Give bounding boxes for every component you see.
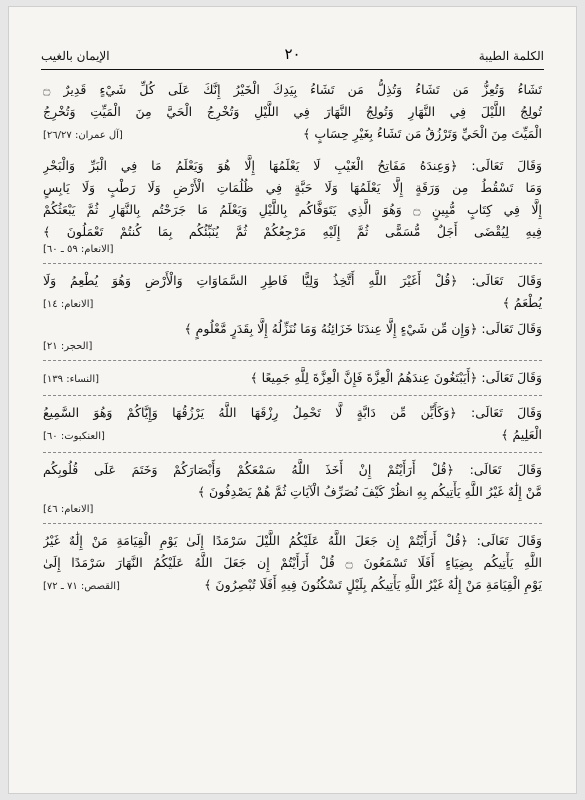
verse-reference: [الانعام: ٤٦] — [43, 504, 94, 515]
verse-line: يُطْعَمُ ﴾ — [502, 295, 542, 310]
verse-block-al-imran — [43, 79, 542, 145]
page-number: ٢٠ — [284, 45, 301, 63]
verse-line: إِلَّا فِي كِتَابٍ مُّبِينٍ ۝ وَهُوَ الَّذِي يَتَوَفَّاكُم بِاللَّيْلِ وَيَعْلَمُ مَا جَرَحْتُم بِالنَّهَارِ ثُمَّ يَبْعَثُكُمْ — [43, 202, 542, 217]
verse-line: فِيهِ لِيُقْضَى أَجَلٌ مُّسَمًّى ثُمَّ إِلَيْهِ مَرْجِعُكُمْ ثُمَّ يُنَبِّئُكُم بِمَا كُنتُمْ تَعْمَلُونَ ﴾ — [43, 224, 542, 239]
verse-line: وَقَالَ تَعَالَى: ﴿وَإِن مِّن شَيْءٍ إِلَّا عِندَنَا خَزَائِنُهُ وَمَا نُنَزِّلُهُ إِلَّا بِقَدَرٍ مَّعْلُومٍ ﴾ — [184, 321, 542, 336]
verse-line: وَقَالَ تَعَالَى: ﴿قُلْ أَغَيْرَ اللَّهِ أَتَّخِذُ وَلِيًّا فَاطِرِ السَّمَاوَاتِ وَالْأَرْضِ وَهُوَ يُطْعِمُ وَلَا — [43, 273, 542, 288]
verse-reference: [الحجر: ٢١] — [43, 341, 93, 352]
book-title: الكلمة الطيبة — [478, 49, 544, 63]
verse-line: وَقَالَ تَعَالَى: ﴿وَعِندَهُ مَفَاتِحُ الْغَيْبِ لَا يَعْلَمُهَا إِلَّا هُوَ وَيَعْلَمُ مَا فِي الْبَرِّ وَالْبَحْرِ — [43, 158, 542, 173]
chapter-title: الإيمان بالغيب — [41, 49, 110, 63]
verse-line: وَقَالَ تَعَالَى: ﴿قُلْ أَرَأَيْتُمْ إِن جَعَلَ اللَّهُ عَلَيْكُمُ اللَّيْلَ سَرْمَدًا إِلَىٰ يَوْمِ الْقِيَامَةِ مَنْ إِلَٰهٌ غَيْرُ — [43, 533, 542, 548]
verse-block-ankabut — [43, 402, 542, 446]
section-divider — [43, 263, 542, 264]
verse-line: الْمَيِّتَ مِنَ الْحَيِّ وَتَرْزُقُ مَن تَشَاءُ بِغَيْرِ حِسَابٍ ﴾ — [303, 126, 542, 141]
verse-reference: [الانعام: ٥٩ ـ ٦٠] — [43, 244, 114, 255]
verse-block-qasas — [43, 530, 542, 596]
section-divider — [43, 523, 542, 524]
verse-block-nisa — [43, 367, 542, 389]
verse-line: وَقَالَ تَعَالَى: ﴿قُلْ أَرَأَيْتُمْ إِنْ أَخَذَ اللَّهُ سَمْعَكُمْ وَأَبْصَارَكُمْ وَخَتَمَ عَلَى قُلُوبِكُم — [43, 462, 542, 477]
verse-line: وَمَا تَسْقُطُ مِن وَرَقَةٍ إِلَّا يَعْلَمُهَا وَلَا حَبَّةٍ فِي ظُلُمَاتِ الْأَرْضِ وَلَا رَطْبٍ وَلَا يَابِسٍ — [43, 180, 542, 195]
verse-reference: [الانعام: ١٤] — [43, 299, 94, 310]
verse-reference: [العنكبوت: ٦٠] — [43, 431, 105, 442]
section-divider — [43, 395, 542, 396]
verse-reference: [القصص: ٧١ ـ ٧٢] — [43, 581, 120, 592]
verse-line: اللَّهِ يَأْتِيكُم بِضِيَاءٍ أَفَلَا تَسْمَعُونَ ۝ قُلْ أَرَأَيْتُمْ إِن جَعَلَ اللَّهُ عَلَيْكُمُ النَّهَارَ سَرْمَدًا إِلَىٰ — [43, 555, 542, 570]
verse-reference: [آل عمران: ٢٦/٢٧] — [43, 130, 123, 141]
verse-line: وَقَالَ تَعَالَى: ﴿أَيَبْتَغُونَ عِندَهُمُ الْعِزَّةَ فَإِنَّ الْعِزَّةَ لِلَّهِ جَمِيعًا ﴾ — [250, 370, 542, 385]
page-header — [41, 43, 544, 70]
verse-reference: [النساء: ١٣٩] — [43, 374, 99, 385]
verse-block-anam-14 — [43, 270, 542, 314]
verse-line: وَقَالَ تَعَالَى: ﴿وَكَأَيِّن مِّن دَابَّةٍ لَّا تَحْمِلُ رِزْقَهَا اللَّهُ يَرْزُقُهَا وَإِيَّاكُمْ وَهُوَ السَّمِيعُ — [43, 405, 542, 420]
section-divider — [43, 452, 542, 453]
verse-line: مَّنْ إِلَٰهٌ غَيْرُ اللَّهِ يَأْتِيكُم بِهِ انظُرْ كَيْفَ نُصَرِّفُ الْآيَاتِ ثُمَّ هُمْ يَصْدِفُونَ ﴾ — [197, 484, 542, 499]
verse-block-anam-46 — [43, 459, 542, 517]
section-divider — [43, 360, 542, 361]
verse-block-anam-59 — [43, 155, 542, 257]
verse-line: تُولِجُ اللَّيْلَ فِي النَّهَارِ وَتُولِجُ النَّهَارَ فِي اللَّيْلِ وَتُخْرِجُ الْحَيَّ مِنَ الْمَيِّتِ وَتُخْرِجُ — [43, 104, 542, 119]
verse-line: الْعَلِيمُ ﴾ — [501, 427, 542, 442]
verse-block-hijr — [43, 318, 542, 354]
verse-line: يَوْمِ الْقِيَامَةِ مَنْ إِلَٰهٌ غَيْرُ اللَّهِ يَأْتِيكُم بِلَيْلٍ تَسْكُنُونَ فِيهِ أَفَلَا تُبْصِرُونَ ﴾ — [204, 577, 542, 592]
page-content — [43, 79, 542, 773]
verse-line: تَشَاءُ وَتُعِزُّ مَن تَشَاءُ وَتُذِلُّ مَن تَشَاءُ بِيَدِكَ الْخَيْرُ إِنَّكَ عَلَى كُلِّ شَيْءٍ قَدِيرٌ ۝ — [43, 82, 542, 97]
book-page — [8, 6, 577, 794]
